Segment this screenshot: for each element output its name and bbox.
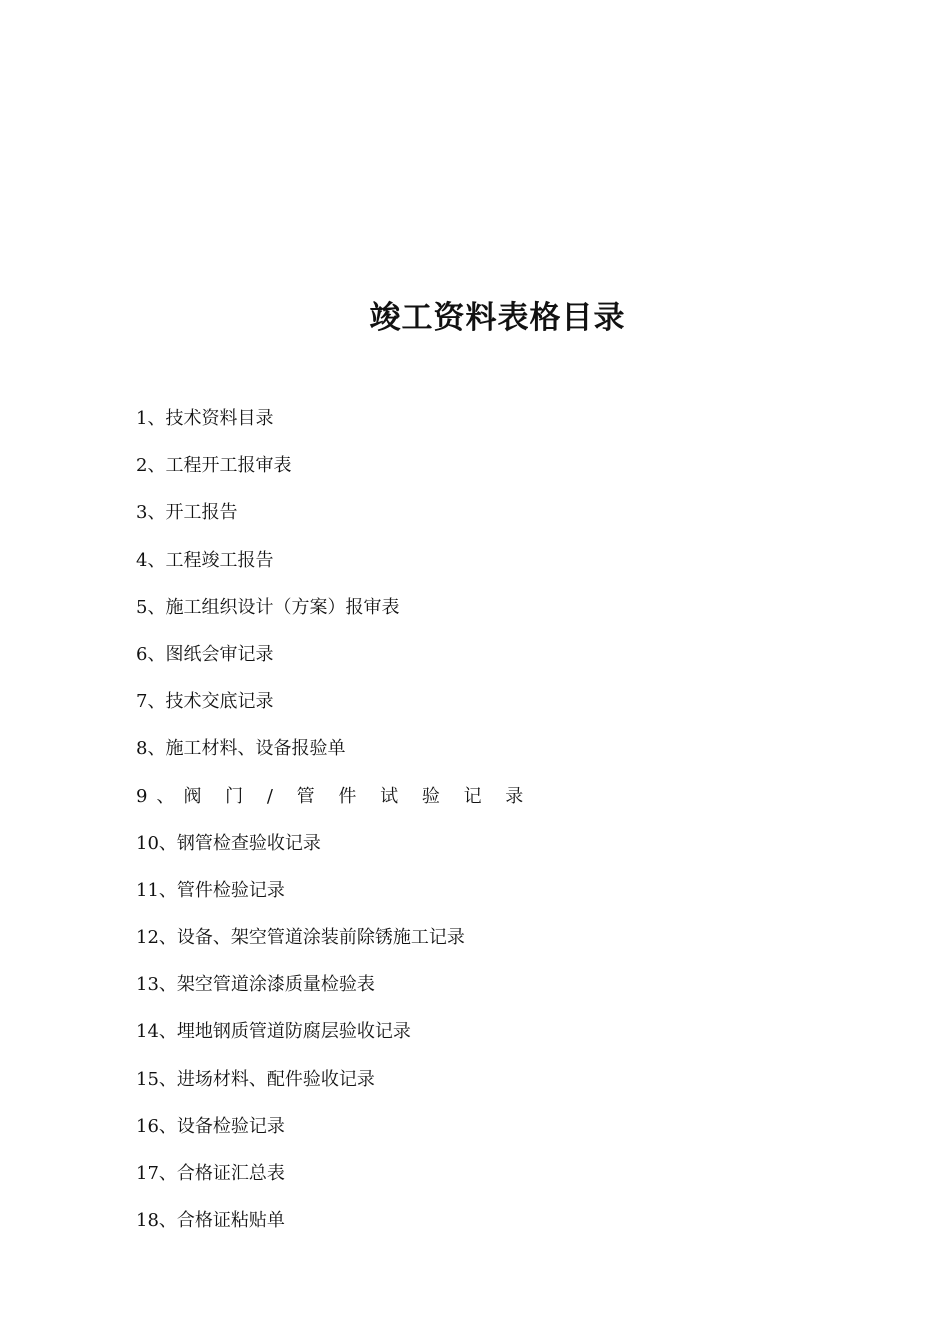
toc-item: 17、合格证汇总表 <box>136 1163 285 1184</box>
toc-item: 4、工程竣工报告 <box>136 549 274 571</box>
toc-item: 13、架空管道涂漆质量检验表 <box>136 974 375 996</box>
toc-item: 15、进场材料、配件验收记录 <box>136 1068 375 1090</box>
toc-item: 9、阀 门 / 管 件 试 验 记 录 <box>136 785 533 807</box>
toc-item: 14、埋地钢质管道防腐层验收记录 <box>136 1021 411 1043</box>
toc-item: 3、开工报告 <box>136 502 238 524</box>
toc-item: 10、钢管检查验收记录 <box>136 832 321 854</box>
toc-item: 16、设备检验记录 <box>136 1115 285 1137</box>
document-title: 竣工资料表格目录 <box>369 300 626 336</box>
toc-item: 11、管件检验记录 <box>136 879 285 901</box>
table-of-contents <box>136 405 532 1254</box>
toc-item: 6、图纸会审记录 <box>136 643 274 665</box>
toc-item: 5、施工组织设计（方案）报审表 <box>136 596 400 618</box>
toc-item: 8、施工材料、设备报验单 <box>136 738 346 760</box>
toc-item: 18、合格证粘贴单 <box>136 1210 285 1232</box>
toc-item: 7、技术交底记录 <box>136 691 274 713</box>
toc-item: 12、设备、架空管道涂装前除锈施工记录 <box>136 927 465 949</box>
toc-item: 1、技术资料目录 <box>136 408 274 429</box>
toc-item: 2、工程开工报审表 <box>136 455 292 477</box>
